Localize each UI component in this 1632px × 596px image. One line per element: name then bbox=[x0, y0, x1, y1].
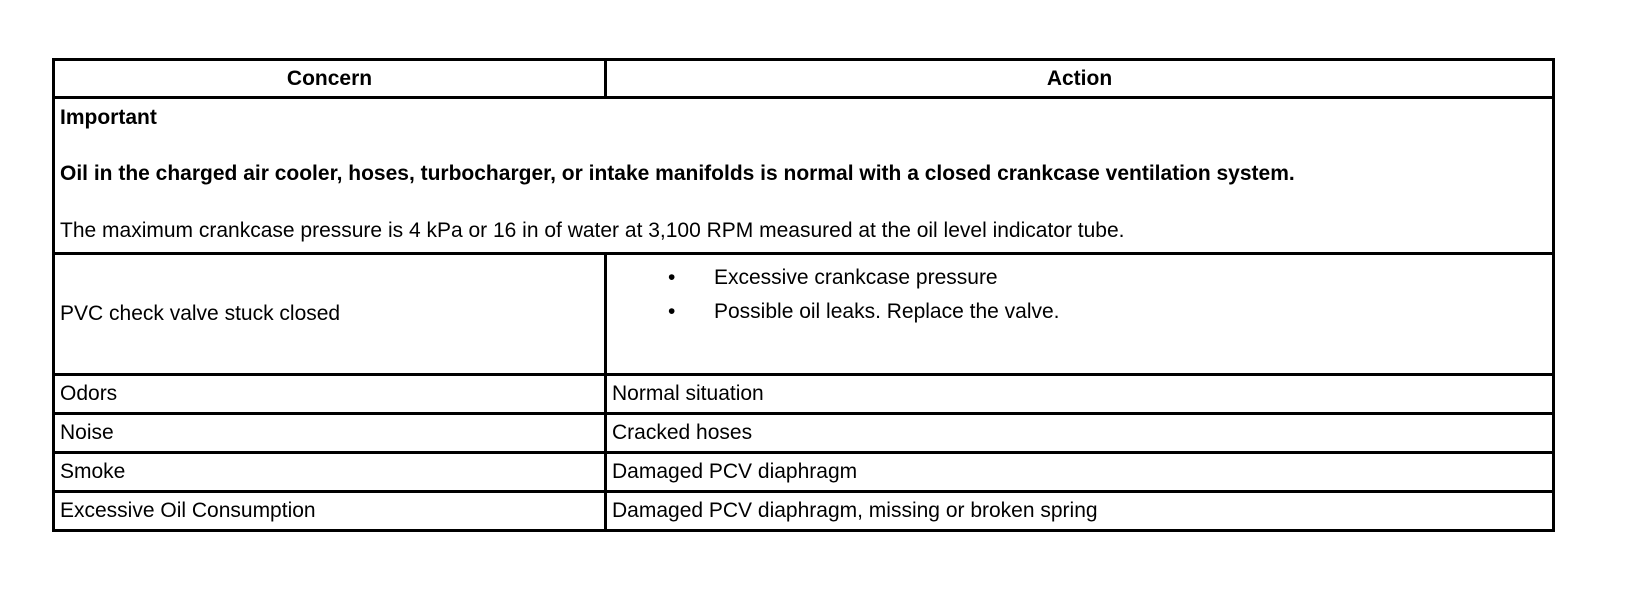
concern-cell: PVC check valve stuck closed bbox=[54, 253, 606, 374]
header-row bbox=[54, 60, 1554, 98]
diagnostic-table bbox=[52, 58, 1555, 532]
action-cell: Normal situation bbox=[606, 374, 1554, 413]
table-row bbox=[54, 413, 1554, 452]
bullet-icon: • bbox=[668, 265, 676, 289]
note-plain-text: The maximum crankcase pressure is 4 kPa or 16 in of water at 3,100 RPM measured at the oil level indicator tube. bbox=[60, 219, 1125, 243]
table-row bbox=[54, 374, 1554, 413]
table-row bbox=[54, 253, 1554, 374]
concern-header: Concern bbox=[54, 60, 606, 98]
note-bold-text: Oil in the charged air cooler, hoses, turbocharger, or intake manifolds is normal with a closed crankcase ventilation system. bbox=[60, 162, 1295, 186]
concern-cell: Odors bbox=[54, 374, 606, 413]
table-row bbox=[54, 491, 1554, 530]
action-cell bbox=[606, 253, 1554, 374]
note-title: Important bbox=[60, 106, 157, 129]
concern-cell: Smoke bbox=[54, 452, 606, 491]
action-cell: Damaged PCV diaphragm, missing or broken spring bbox=[606, 491, 1554, 530]
table-row bbox=[54, 452, 1554, 491]
bullet-item bbox=[612, 299, 1547, 324]
bullet-text: Possible oil leaks. Replace the valve. bbox=[714, 299, 1060, 323]
bullet-icon: • bbox=[668, 299, 676, 323]
important-note-row bbox=[54, 98, 1554, 254]
bullet-text: Excessive crankcase pressure bbox=[714, 265, 998, 289]
action-header: Action bbox=[606, 60, 1554, 98]
bullet-item bbox=[612, 265, 1547, 290]
action-cell: Damaged PCV diaphragm bbox=[606, 452, 1554, 491]
concern-cell: Noise bbox=[54, 413, 606, 452]
important-note-cell bbox=[54, 98, 1554, 254]
action-cell: Cracked hoses bbox=[606, 413, 1554, 452]
concern-cell: Excessive Oil Consumption bbox=[54, 491, 606, 530]
action-bullet-list bbox=[612, 265, 1547, 324]
